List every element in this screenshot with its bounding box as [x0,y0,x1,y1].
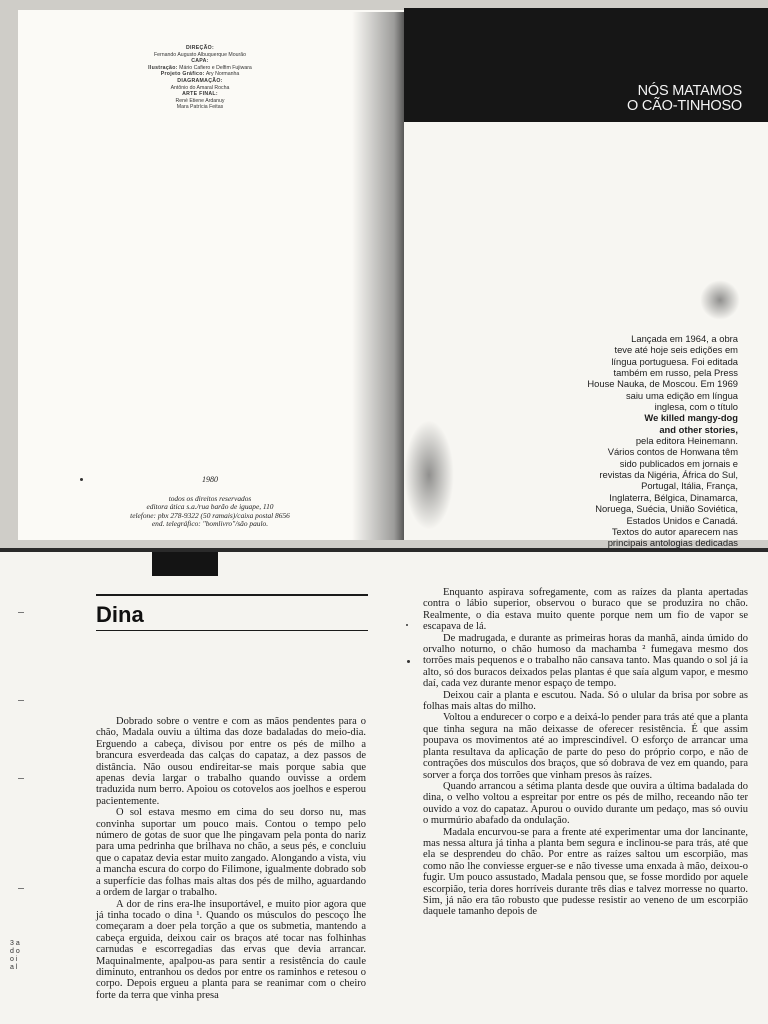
blurb-line: também em russo, pela Press [613,367,738,379]
credit-section [50,58,350,65]
story-paragraph: Voltou a endurecer o corpo e a deixá-lo pender para trás até que a planta que tinha segura na mão deixasse de oferecer resistência. É que assim poupava os movimentos até ao imprescindível. O esforço de arrancar uma planta resultava da aplicação de parte do peso do próprio corpo, e não de contrações dos músculos dos braços, que só dobrava de vez em quando, para sorver a força dos torrões que vinham presos às raízes. [423,712,748,781]
page-stain [404,420,454,530]
cover-title [627,84,742,114]
smudge-mark [406,624,408,626]
story-paragraph: Dobrado sobre o ventre e com as mãos pendentes para o chão, Madala ouviu a última das doze badaladas do meio-dia. Erguendo a cabeça, divisou por entre os pés de milho a brancura esverdeada das calças do capataz, a dez passos de distância. Não ousou endireitar-se mais porque sabia que apenas devia largar o trabalho quando ouvisse a ordem traduzida num berro. Apoiou os cotovelos aos joelhos e esperou pacientemente. [96,716,366,807]
credit-role: DIREÇÃO: [185,45,215,51]
story-paragraph: O sol estava mesmo em cima do seu dorso nu, mas convinha suportar um pouco mais. Contou o tempo pelo número de gotas de suor que lhe pingavam pela ponta do nariz para uma pedrinha que brilhava no chão, a seus pés, e concluiu que o capataz devia estar muito zangado. Alongando a vista, viu a mancha escura do corpo do Filimone, igualmente dobrado sob a superfície das folhas mais altas dos pés de milho, aguardando a ordem de largar o trabalho. [96,807,366,899]
margin-tick [18,778,24,779]
credit-name: Mara Patrícia Feitas [176,104,224,111]
smudge-mark [80,478,83,481]
blurb-line: Portugal, Itália, França, [641,480,738,492]
credit-name: Antônio do Amaral Rocha [170,84,230,91]
cover-title-line: O CÃO-TINHOSO [626,98,742,114]
credit-section [50,71,350,78]
blurb-line: principais antologias dedicadas [607,537,738,549]
blurb-line: We killed mangy-dog [644,412,738,424]
credit-name: René Etiene Ardanuy [175,97,225,104]
publisher-line: todos os direitos reservados [168,493,252,503]
credit-role: CAPA: [191,58,209,65]
blurb-line: Noruega, Suécia, União Soviética, [595,503,738,515]
publisher-line: editora ática s.a./rua barão de iguape, 110 [146,502,274,512]
credit-role: Ilustração: [148,64,178,71]
page-stain [700,280,740,320]
credit-role: ARTE FINAL: [182,91,218,98]
margin-tick [18,888,24,889]
credit-role: DIAGRAMAÇÃO: [177,77,223,84]
blurb-line: Inglaterra, Bélgica, Dinamarca, [609,491,738,503]
credit-name: Ary Normanha [205,71,240,78]
blurb-line: inglesa, com o título [654,401,738,413]
blurb-line: sido publicados em jornais e [619,457,738,469]
credit-section [50,78,350,91]
margin-tick [18,700,24,701]
credit-role: Projeto Gráfico: [160,71,205,78]
story-column-right [423,587,748,918]
margin-tick [18,612,24,613]
chapter-bottom-rule [96,630,368,631]
credit-section [50,91,350,111]
credit-name: Mário Cafiero e Delfim Fujiwara [179,64,252,71]
smudge-mark [407,660,410,663]
publisher-line: end. telegráfico: "bomlivro"/são paulo. [151,519,269,529]
story-paragraph: Enquanto aspirava sofregamente, com as raízes da planta apertadas contra o lábio superior, observou o buraco que se produzira no chão. Realmente, o dia estava muito quente porque nem um fio de vapor se escapava de lá. [423,587,748,633]
blurb-line: língua portuguesa. Foi editada [611,355,738,367]
publication-year: 1980 [202,475,218,484]
blurb-line: Estados Unidos e Canadá. [626,514,738,526]
blurb-line: teve até hoje seis edições em [614,344,738,356]
black-tab-mark [152,552,218,576]
blurb-line: saiu uma edição em língua [625,389,738,401]
chapter-title: Dina [96,602,144,627]
credit-section [50,65,350,72]
story-paragraph: Quando arrancou a sétima planta desde que ouvira a última badalada do dina, o velho voltou a espreitar por entre os pés de milho, receando não ter ouvido a voz do capataz. Apurou o ouvido durante um pedaço, mas só ouviu o murmúrio abafado da ondulação. [423,780,748,827]
book-gutter [352,12,412,540]
story-paragraph: Madala encurvou-se para a frente até experimentar uma dor lancinante, mas nessa altura já tinha a planta bem segura e inclinou-se para trás, até que ela se desprendeu do chão. Por entre as raízes saltou um escorpião, mas como não lhe conviesse erguer-se e não tivesse uma enxada à mão, deixou-o fugir. Um pouco assustado, Madala pensou que, se fosse mordido por aquele escorpião, teria dores horríveis durante três dias e talvez morresse no quarto. Sim, já não era tão robusto que pudesse resistir ao veneno de um escorpião daquele tamanho depois de [423,826,748,918]
margin-text: 3 a d o o i a l [10,940,20,971]
blurb-line: Vários contos de Honwana têm [607,446,738,458]
story-paragraph: A dor de rins era-lhe insuportável, e muito pior agora que já tinha tocado o dina ¹. Quando os músculos do pescoço lhe começaram a doer pela torção a que os submetia, mantendo a cabeça erguida, deixou cair os braços até tocar nas folhinhas carnudas e escorregadias das ervas que devia arrancar. Maquinalmente, apalpou-as para sentir a resistência do caule diminuto, entranhou os dedos por entre os raminhos e retesou o corpo. Depois ergueu a planta para se reanimar com o cheiro forte da terra que vinha presa [96,898,366,1001]
chapter-top-rule [96,594,368,596]
story-paragraph: De madrugada, e durante as primeiras horas da manhã, ainda úmido do orvalho noturno, o chão humoso da machamba ² fumegava mesmo dos torrões mais pequenos e o trabalho não cansava tanto. Mas quando o sol já ia alto, só dos buracos deixados pelas plantas é que saía algum vapor, e mesmo daí, cada vez durante menor espaço de tempo. [423,632,748,690]
story-column-left [96,716,366,1001]
blurb-line: pela editora Heinemann. [635,435,738,447]
blurb-line: and other stories, [659,423,738,435]
publisher-line: telefone: pbx 278-9322 (50 ramais)/caixa postal 8656 [130,510,290,520]
blurb-line: Textos do autor aparecem nas [611,525,738,537]
cover-blurb [498,333,738,560]
story-paragraph: Deixou cair a planta e escutou. Nada. Só o ulular da brisa por sobre as folhas mais altas do milho. [423,689,748,713]
publisher-info [60,476,360,529]
credits-block [50,45,350,111]
blurb-line: Lançada em 1964, a obra [631,333,738,344]
credit-name: Fernando Augusto Albuquerque Mourão [153,51,246,58]
cover-title-line: NÓS MATAMOS [637,83,742,99]
blurb-line: revistas da Nigéria, África do Sul, [599,469,738,481]
credit-section [50,45,350,58]
blurb-line: House Nauka, de Moscou. Em 1969 [587,378,738,390]
